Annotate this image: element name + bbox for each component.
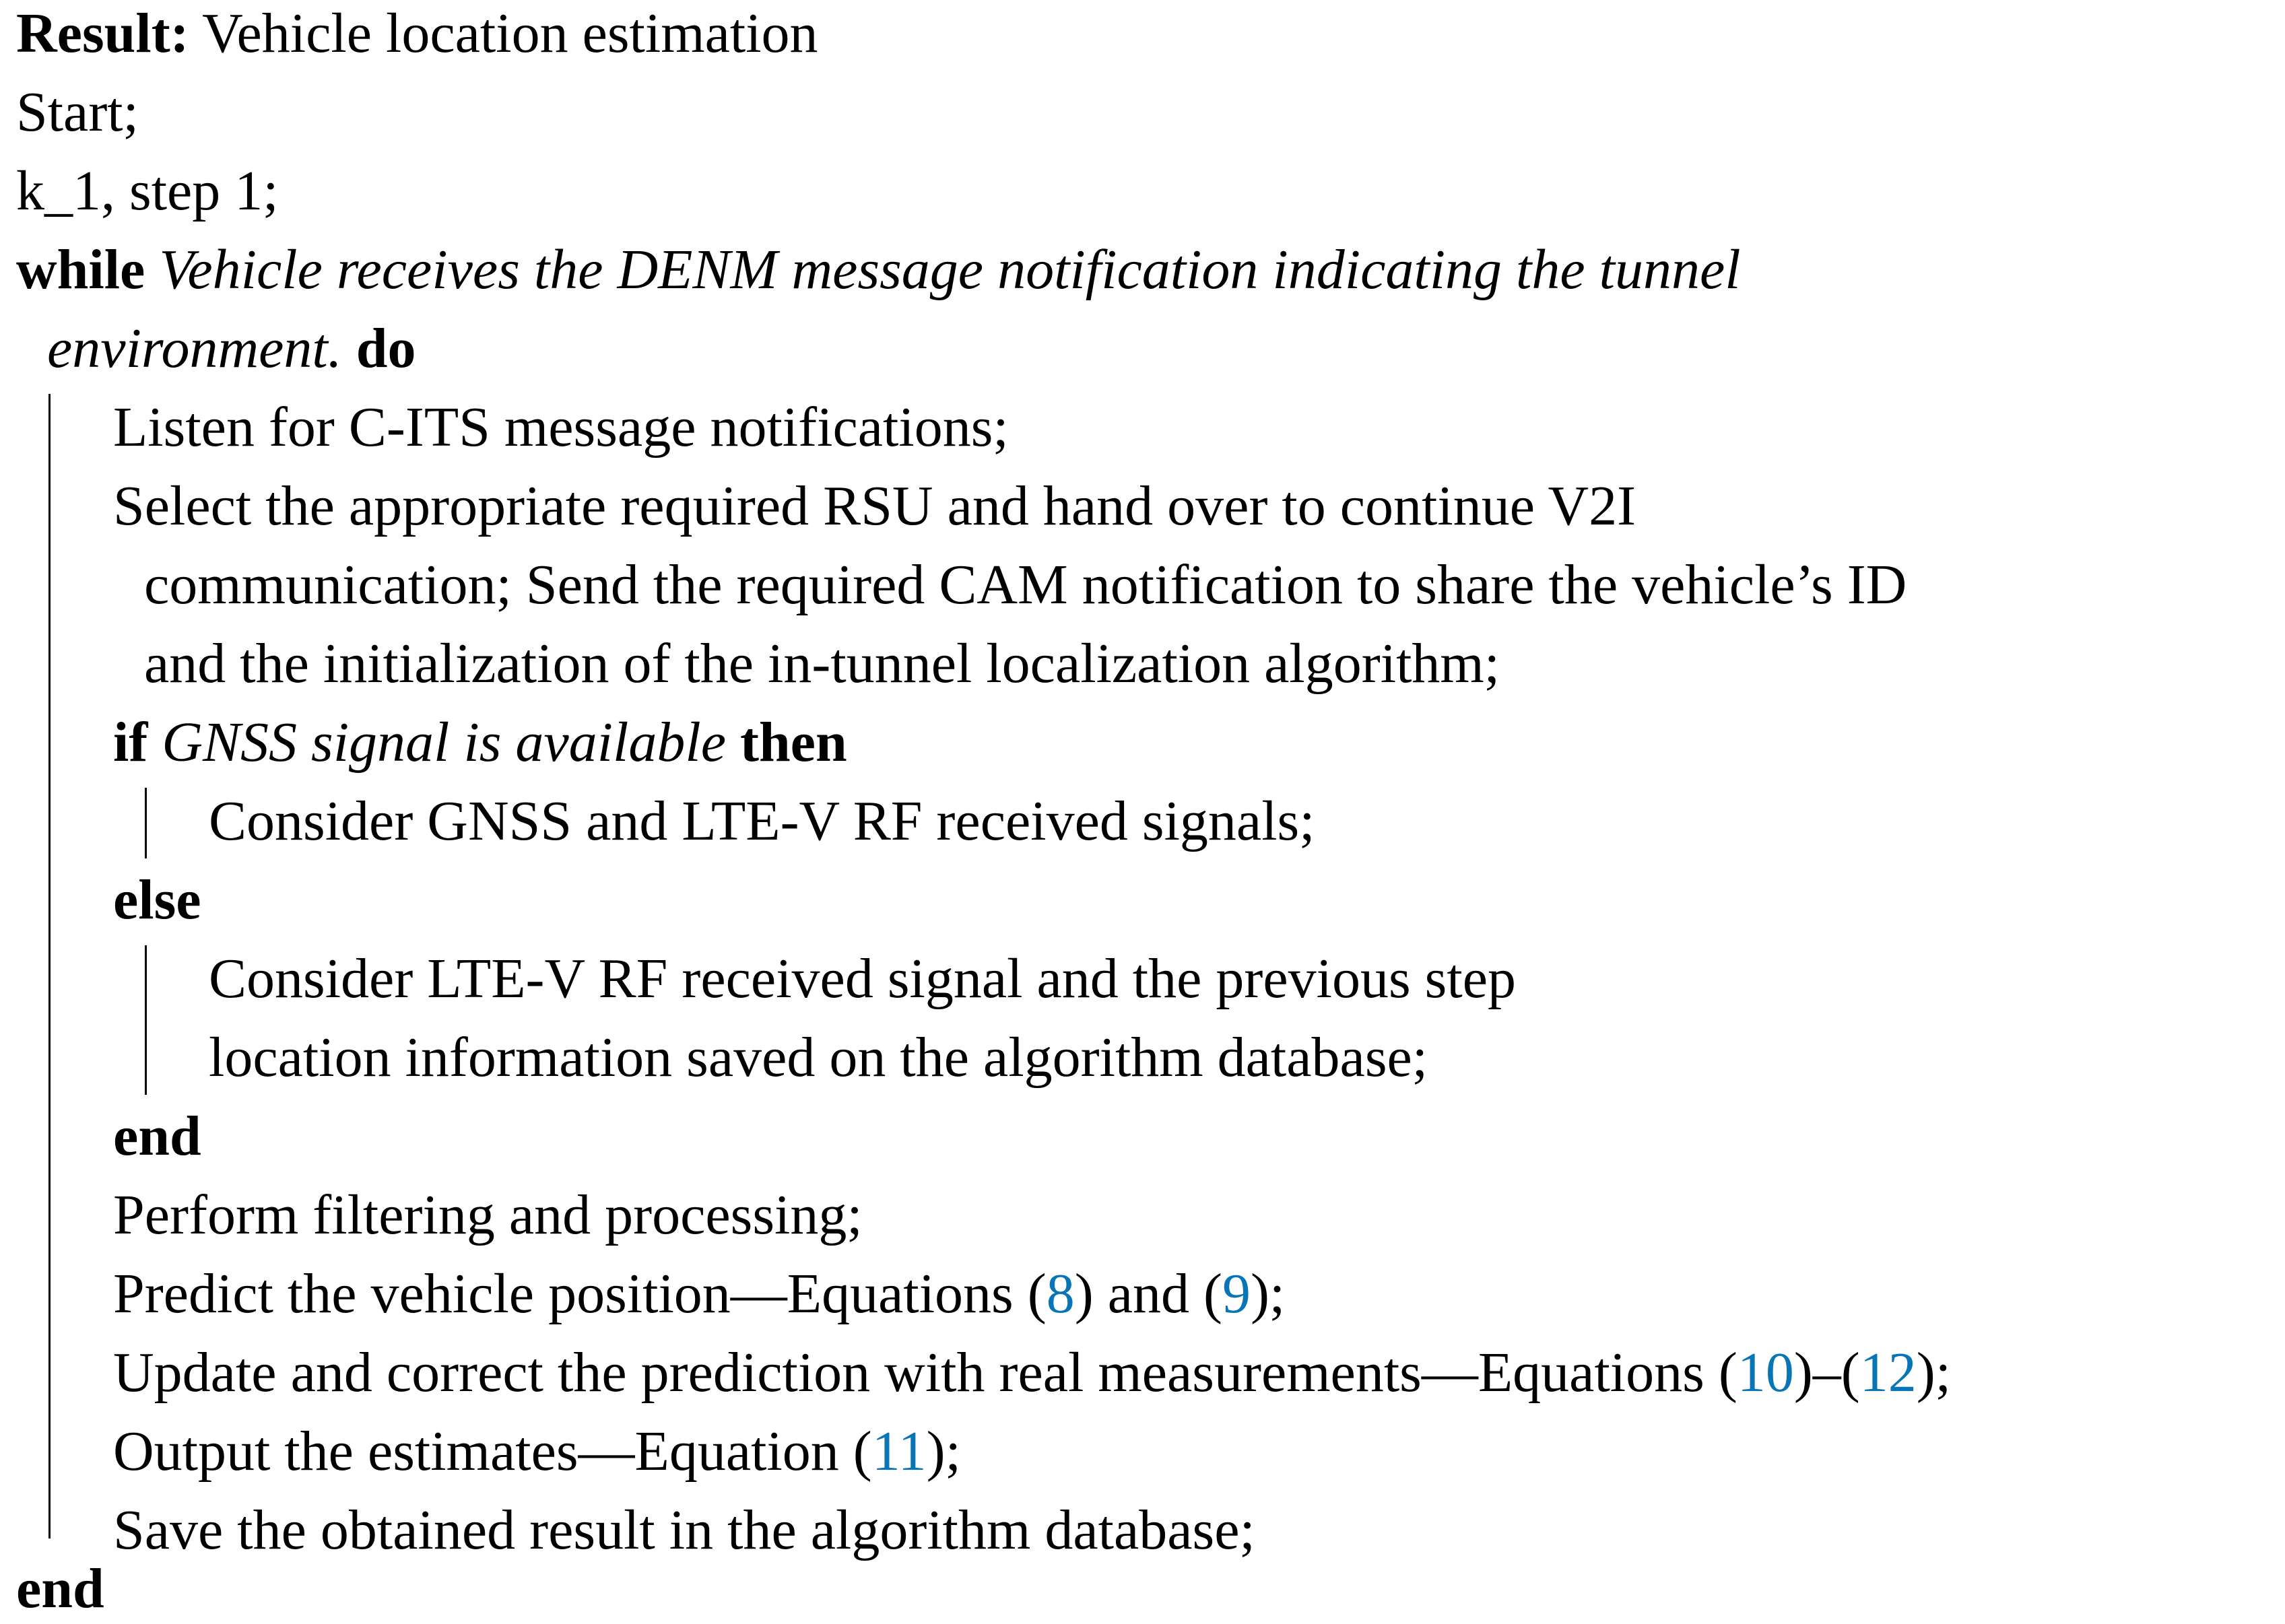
- do-keyword: do: [356, 317, 416, 380]
- end-while-line: [16, 1555, 104, 1623]
- save-line: Save the obtained result in the algorithm database;: [113, 1499, 1255, 1561]
- output-line: [113, 1418, 961, 1485]
- start-line: Start;: [16, 81, 139, 143]
- equation-ref-8[interactable]: 8: [1046, 1262, 1075, 1325]
- while-condition: Vehicle receives the DENM message notification indicating the tunnel: [159, 238, 1741, 301]
- init-line: k_1, step 1;: [16, 160, 279, 222]
- then-body-bar: [145, 788, 147, 858]
- predict-text-end: );: [1250, 1262, 1286, 1325]
- predict-text-mid: ) and (: [1074, 1262, 1222, 1325]
- then-statement: Consider GNSS and LTE-V RF received signals;: [209, 790, 1315, 852]
- end-while-keyword: end: [16, 1557, 104, 1620]
- else-statement-1: Consider LTE-V RF received signal and the previous step: [209, 947, 1516, 1010]
- predict-text: Predict the vehicle position—Equations (: [113, 1262, 1047, 1325]
- if-line: [113, 709, 847, 776]
- if-condition: GNSS signal is available: [162, 711, 726, 774]
- select-line-1: Select the appropriate required RSU and hand over to continue V2I: [113, 475, 1636, 537]
- end-if-line: [113, 1103, 201, 1170]
- equation-ref-9[interactable]: 9: [1222, 1262, 1251, 1325]
- output-text-end: );: [926, 1420, 961, 1483]
- select-line-3: and the initialization of the in-tunnel localization algorithm;: [144, 632, 1500, 695]
- else-body-bar: [145, 945, 147, 1095]
- while-line-cont: [47, 315, 416, 382]
- filter-line: Perform filtering and processing;: [113, 1184, 863, 1246]
- update-text-mid: )–(: [1793, 1341, 1860, 1404]
- result-label: Result:: [16, 2, 189, 65]
- while-keyword: while: [16, 238, 145, 301]
- equation-ref-10[interactable]: 10: [1737, 1341, 1794, 1404]
- result-text: Vehicle location estimation: [202, 2, 818, 65]
- while-line: [16, 236, 1741, 304]
- else-keyword: else: [113, 869, 201, 931]
- update-line: [113, 1339, 1951, 1407]
- equation-ref-12[interactable]: 12: [1859, 1341, 1917, 1404]
- update-text-end: );: [1916, 1341, 1952, 1404]
- else-line: [113, 867, 201, 934]
- while-body-bar: [48, 394, 51, 1538]
- result-line: [16, 0, 818, 67]
- predict-line: [113, 1260, 1285, 1328]
- update-text: Update and correct the prediction with real measurements—Equations (: [113, 1341, 1737, 1404]
- else-statement-2: location information saved on the algorithm database;: [209, 1026, 1428, 1089]
- then-keyword: then: [739, 711, 847, 774]
- listen-line: Listen for C-ITS message notifications;: [113, 396, 1009, 459]
- select-line-2: communication; Send the required CAM notification to share the vehicle’s ID: [144, 553, 1907, 616]
- end-if-keyword: end: [113, 1105, 201, 1168]
- while-condition-cont: environment.: [47, 317, 342, 380]
- equation-ref-11[interactable]: 11: [871, 1420, 927, 1483]
- if-keyword: if: [113, 711, 148, 774]
- output-text: Output the estimates—Equation (: [113, 1420, 872, 1483]
